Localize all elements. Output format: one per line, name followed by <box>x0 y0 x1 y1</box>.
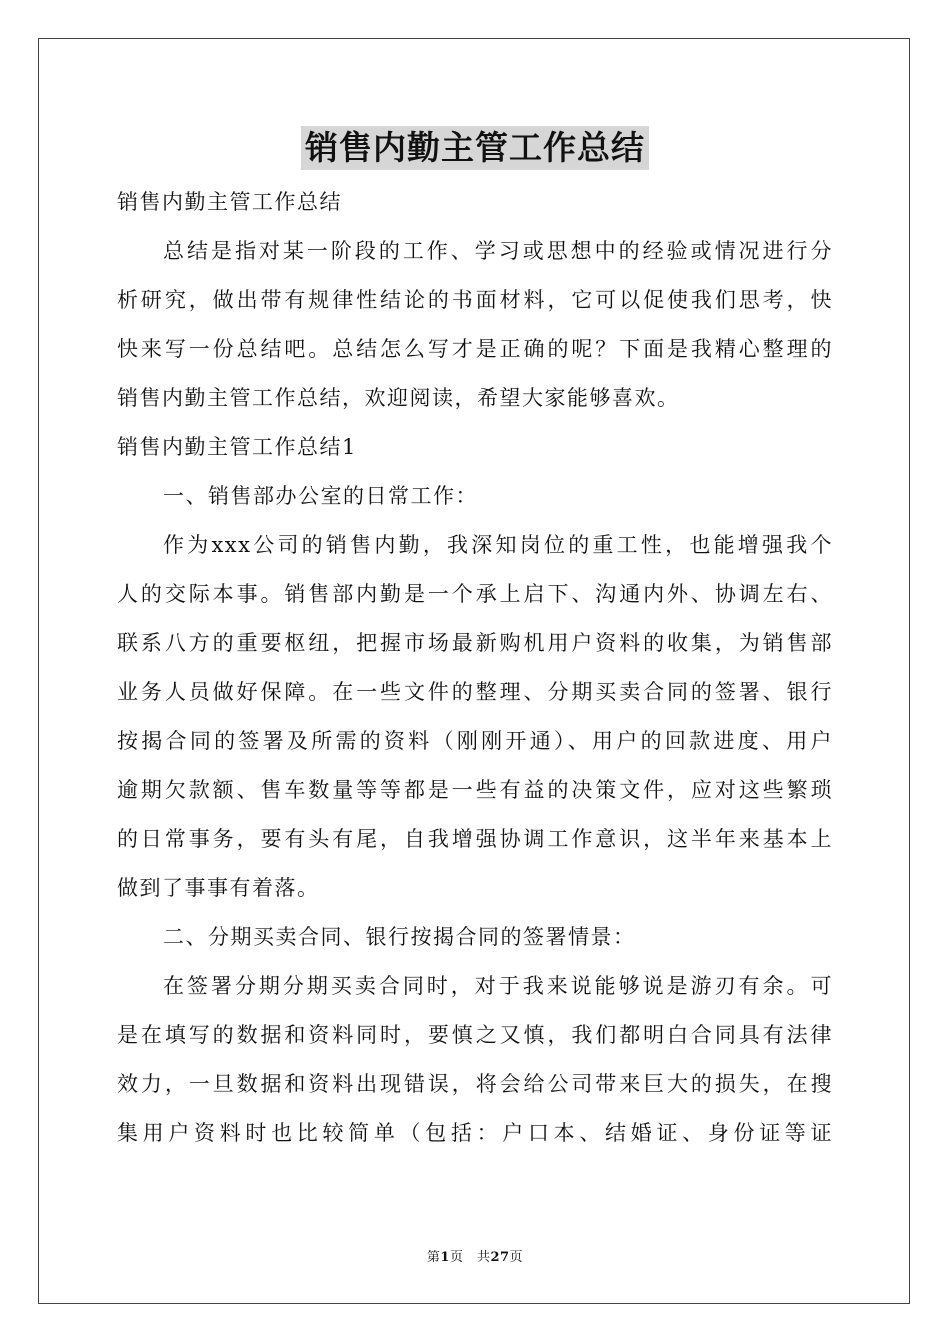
text-line: 一、销售部办公室的日常工作： <box>163 484 478 508</box>
footer-suffix: 页 <box>509 1250 524 1265</box>
text-line: 作为xxx公司的销售内勤，我深知岗位的重工性，也能增强我个 <box>163 533 833 557</box>
text-line: 人的交际本事。销售部内勤是一个承上启下、沟通内外、协调左右、 <box>117 582 833 606</box>
text-line: 析研究，做出带有规律性结论的书面材料，它可以促使我们思考，快 <box>117 288 833 312</box>
text-line: 效力，一旦数据和资料出现错误，将会给公司带来巨大的损失，在搜 <box>117 1072 833 1096</box>
text-line: 按揭合同的签署及所需的资料（刚刚开通）、用户的回款进度、用户 <box>117 729 833 753</box>
document-body <box>117 178 833 1158</box>
text-line: 在签署分期分期买卖合同时，对于我来说能够说是游刃有余。可 <box>163 974 833 998</box>
footer-page-number: 1 <box>440 1250 450 1265</box>
text-line: 的日常事务，要有头有尾，自我增强协调工作意识，这半年来基本上 <box>117 827 833 851</box>
text-line: 做到了事事有着落。 <box>117 876 320 900</box>
text-line: 销售内勤主管工作总结，欢迎阅读，希望大家能够喜欢。 <box>117 386 680 410</box>
text-line: 联系八方的重要枢纽，把握市场最新购机用户资料的收集，为销售部 <box>117 631 833 655</box>
text-line: 集用户资料时也比较简单（包括：户口本、结婚证、身份证等证 <box>117 1121 833 1145</box>
text-line: 快来写一份总结吧。总结怎么写才是正确的呢？下面是我精心整理的 <box>117 337 833 361</box>
footer-total-pages: 27 <box>490 1250 510 1265</box>
document-title: 销售内勤主管工作总结 <box>301 126 649 170</box>
footer-mid: 页 共 <box>449 1250 491 1265</box>
text-line: 业务人员做好保障。在一些文件的整理、分期买卖合同的签署、银行 <box>117 680 833 704</box>
text-line: 是在填写的数据和资料同时，要慎之又慎，我们都明白合同具有法律 <box>117 1023 833 1047</box>
title-wrap <box>0 126 950 170</box>
page-footer <box>0 1246 950 1265</box>
text-line: 销售内勤主管工作总结 <box>117 190 342 214</box>
footer-prefix: 第 <box>426 1250 441 1265</box>
text-line: 逾期欠款额、售车数量等等都是一些有益的决策文件，应对这些繁琐 <box>117 778 833 802</box>
text-line: 总结是指对某一阶段的工作、学习或思想中的经验或情况进行分 <box>163 239 833 263</box>
text-line: 销售内勤主管工作总结1 <box>117 435 357 459</box>
text-line: 二、分期买卖合同、银行按揭合同的签署情景： <box>163 925 636 949</box>
